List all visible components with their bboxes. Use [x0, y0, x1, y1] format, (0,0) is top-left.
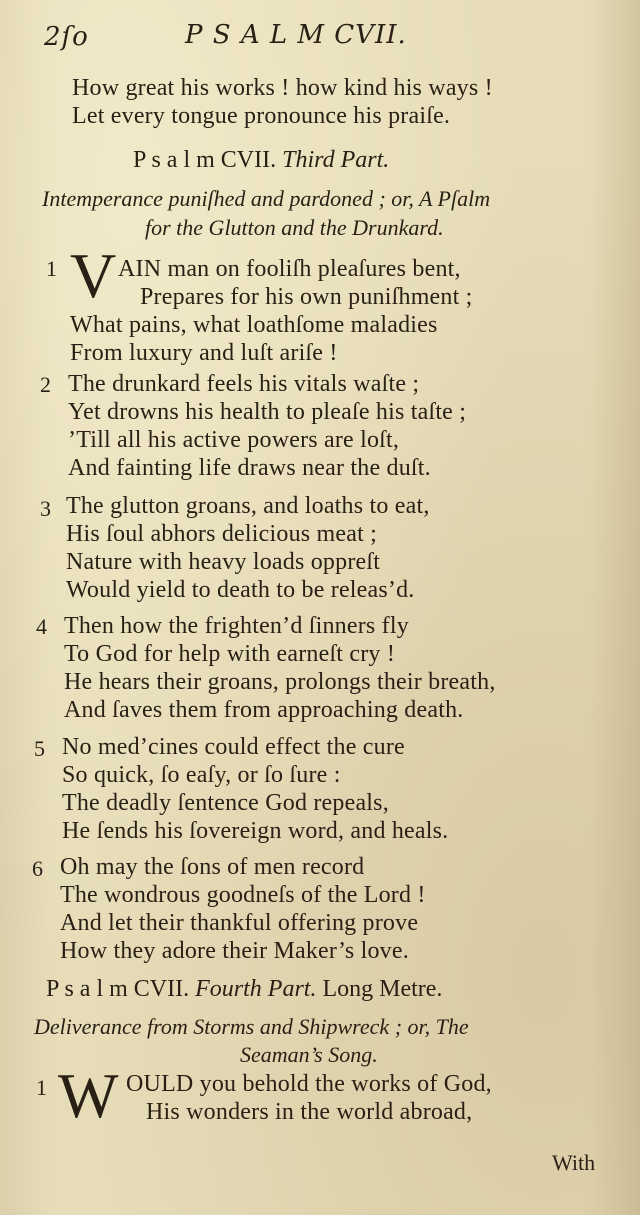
verse-line: How they adore their Maker’s love.	[60, 938, 409, 964]
verse-line: The drunkard feels his vitals waſte ;	[68, 371, 420, 397]
verse-line: Then how the frighten’d ſinners fly	[64, 613, 409, 639]
verse-line: OULD you behold the works of God,	[126, 1071, 492, 1097]
verse-line: Yet drowns his health to pleaſe his taſte ;	[68, 399, 467, 425]
verse-line: AIN man on fooliſh pleaſures bent,	[118, 256, 461, 282]
verse-line: And fainting life draws near the duſt.	[68, 455, 431, 481]
verse-line: His wonders in the world abroad,	[146, 1099, 473, 1125]
verse-line: And let their thankful offering prove	[60, 910, 419, 936]
verse-line: ’Till all his active powers are loſt,	[68, 427, 400, 453]
verse-number: 6	[32, 856, 43, 881]
running-title: P S A L M CVII.	[185, 20, 407, 50]
intro-line: Let every tongue pronounce his praiſe.	[72, 103, 451, 129]
verse-line: The deadly ſentence God repeals,	[62, 790, 389, 816]
verse-line: Oh may the ſons of men record	[60, 854, 365, 880]
verse-line: So quick, ſo eaſy, or ſo ſure :	[62, 762, 341, 788]
page-number: 2ſo	[44, 22, 89, 52]
catchword: With	[552, 1150, 596, 1175]
verse-line: The glutton groans, and loaths to eat,	[66, 493, 430, 519]
verse-number: 5	[34, 736, 45, 761]
verse-line: From luxury and luſt ariſe !	[70, 340, 338, 366]
heading-part: Third Part.	[282, 147, 390, 173]
verse-line: He hears their groans, prolongs their breath,	[64, 669, 496, 695]
verse-line: Nature with heavy loads oppreſt	[66, 549, 381, 575]
verse-line: And ſaves them from approaching death.	[64, 697, 464, 723]
heading-part: Fourth Part.	[195, 976, 317, 1002]
verse-line: The wondrous goodneſs of the Lord !	[60, 882, 426, 908]
heading-metre: Long Metre.	[322, 976, 443, 1002]
section-subtitle: Seaman’s Song.	[240, 1042, 378, 1067]
verse-number: 2	[40, 372, 51, 397]
section-heading	[46, 976, 442, 1003]
verse-number: 4	[36, 614, 47, 639]
section-heading	[133, 147, 389, 174]
section-subtitle: Deliverance from Storms and Shipwreck ; or, The	[34, 1014, 469, 1039]
verse-line: No med’cines could effect the cure	[62, 734, 405, 760]
heading-psalm: P s a l m CVII.	[133, 147, 277, 173]
heading-psalm: P s a l m CVII.	[46, 976, 190, 1002]
verse-line: To God for help with earneſt cry !	[64, 641, 396, 667]
section-subtitle: Intemperance puniſhed and pardoned ; or, A Pſalm	[42, 186, 491, 211]
drop-cap: V	[70, 240, 117, 311]
verse-line: What pains, what loathſome maladies	[70, 312, 438, 338]
verse-number: 1	[46, 256, 57, 281]
verse-line: His ſoul abhors delicious meat ;	[66, 521, 378, 547]
verse-line: He ſends his ſovereign word, and heals.	[62, 818, 449, 844]
verse-number: 1	[36, 1075, 47, 1100]
drop-cap: W	[58, 1060, 119, 1131]
verse-line: Prepares for his own puniſhment ;	[140, 284, 473, 310]
verse-number: 3	[40, 496, 51, 521]
section-subtitle: for the Glutton and the Drunkard.	[145, 215, 444, 240]
verse-line: Would yield to death to be releas’d.	[66, 577, 415, 603]
intro-line: How great his works ! how kind his ways !	[72, 75, 493, 101]
